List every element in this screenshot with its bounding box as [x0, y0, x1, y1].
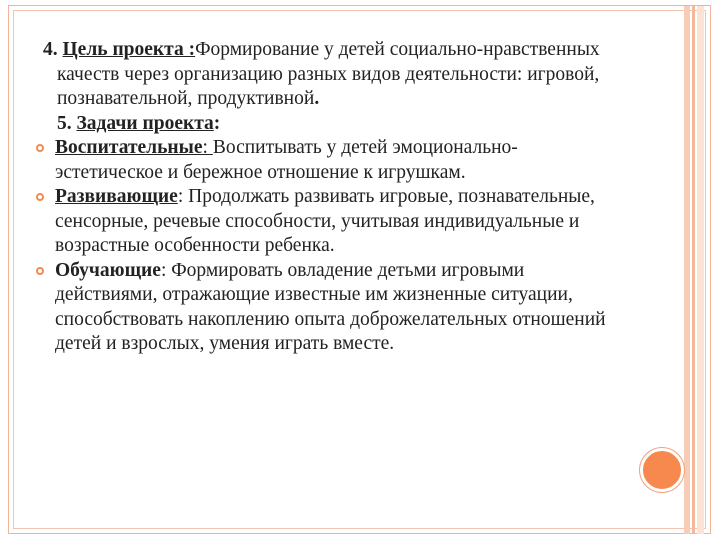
slide-content [33, 38, 613, 357]
tasks-colon: : [213, 112, 221, 134]
task-title: Развивающие [55, 186, 178, 207]
task-sep: : [177, 186, 189, 207]
goal-paragraph [33, 38, 613, 112]
task-text: Формировать овладение детьми игровыми действиями, отражающие известные им жизненные ситуации, способствовать накоплению опыта доброжелательных отношений детей и взрослых, умения играть вместе. [55, 259, 606, 354]
decor-stripe [692, 6, 695, 534]
goal-end: . [314, 88, 320, 109]
task-sep: : [202, 137, 213, 158]
goal-number: 4. [43, 39, 63, 60]
bullet-icon [36, 193, 44, 201]
task-item-educational [33, 136, 613, 185]
goal-text: Формирование у детей социально-нравственных качеств через организацию разных видов деятельности: игровой, познавательной, продуктивной [57, 39, 600, 109]
decor-circle [640, 448, 684, 492]
goal-heading: Цель проекта : [62, 39, 196, 60]
task-title: Воспитательные [55, 137, 203, 158]
bullet-icon [36, 144, 44, 152]
tasks-heading [33, 112, 613, 137]
decor-stripe [697, 6, 704, 534]
task-sep: : [160, 259, 172, 281]
tasks-heading-text: Задачи проекта [76, 112, 214, 134]
task-item-developing [33, 185, 613, 259]
task-title: Обучающие [55, 259, 161, 281]
task-text: Продолжать развивать игровые, познавательные, сенсорные, речевые способности, учитывая индивидуальные и возрастные особенности ребенка. [55, 186, 595, 256]
task-item-teaching [33, 259, 613, 357]
decor-stripe [684, 6, 690, 534]
bullet-icon [36, 267, 44, 275]
tasks-number: 5. [57, 112, 77, 134]
task-text: Воспитывать у детей эмоционально-эстетическое и бережное отношение к игрушкам. [55, 137, 518, 183]
